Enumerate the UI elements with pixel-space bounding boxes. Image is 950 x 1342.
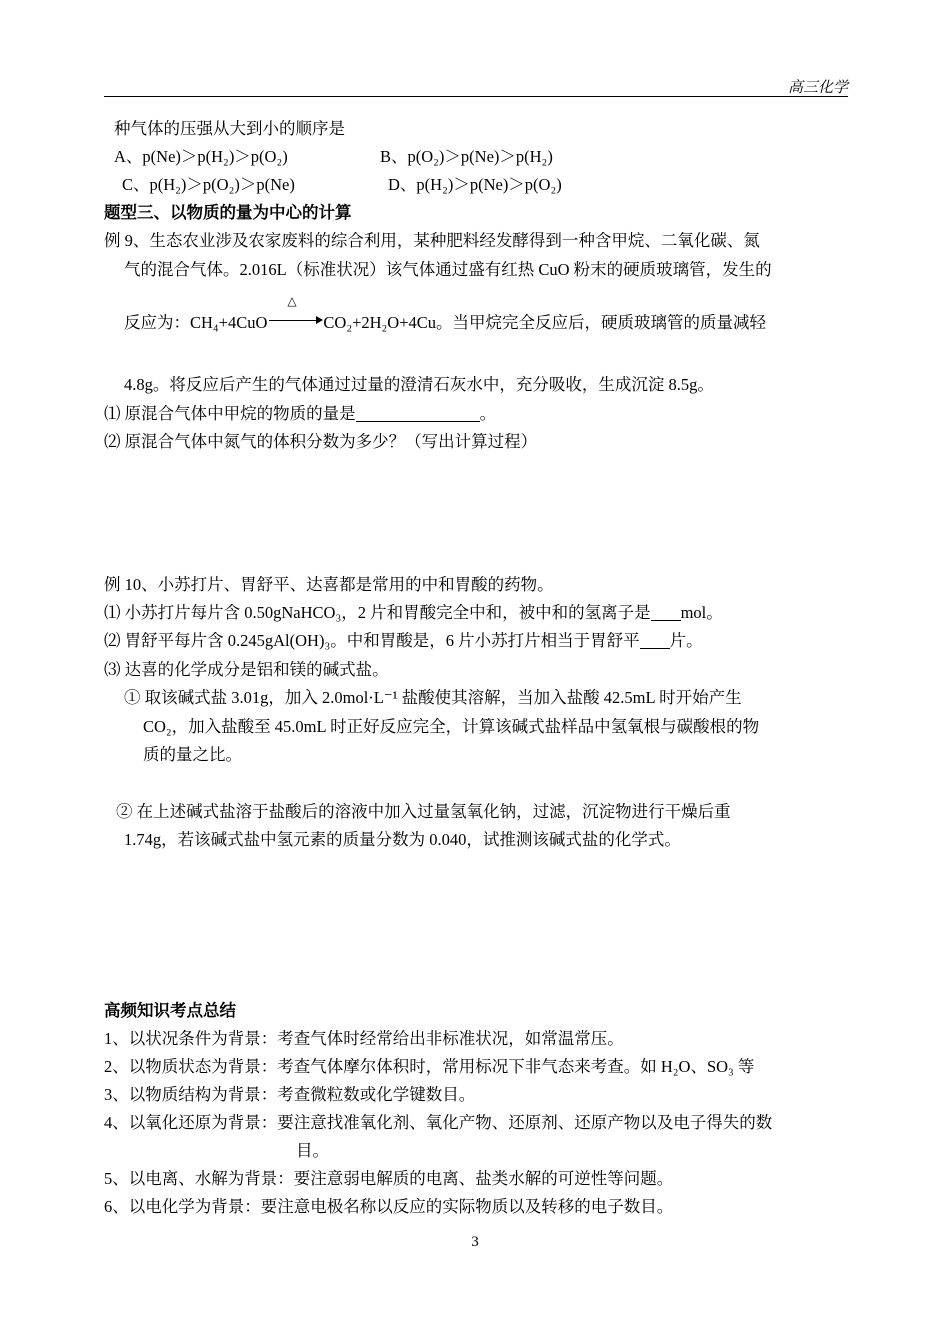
example-10-q1-text: ⑴ 小苏打片每片含 0.50gNaHCO₃，2 片和胃酸完全中和，被中和的氢离子是 [104,603,651,622]
header-title: 高三化学 [787,80,848,96]
arrow-head-icon [316,316,323,324]
question-stem-tail: 种气体的压强从大到小的顺序是 [114,119,345,138]
example-10-q3: ⑶ 达喜的化学成分是铝和镁的碱式盐。 [104,660,389,679]
example-10-title: 例 10、小苏打片、胃舒平、达喜都是常用的中和胃酸的药物。 [104,575,554,594]
answer-blank [651,604,681,621]
example-9-line-2: 气的混合气体。2.016L（标准状况）该气体通过盛有红热 CuO 粉末的硬质玻璃管，发生的 [124,260,772,279]
reaction-reactants: CH₄+4CuO [190,313,268,332]
example-9-line-4: 4.8g。将反应后产生的气体通过过量的澄清石灰水中，充分吸收，生成沉淀 8.5g。 [124,375,714,394]
example-9-line-1: 例 9、生态农业涉及农家废料的综合利用，某种肥料经发酵得到一种含甲烷、二氧化碳、氮 [104,231,760,250]
summary-item-1: 1、以状况条件为背景：考查气体时经常给出非标准状况，如常温常压。 [104,1029,624,1048]
summary-heading: 高频知识考点总结 [104,1001,236,1020]
answer-blank [640,632,670,649]
answer-blank [356,405,480,422]
summary-item-3: 3、以物质结构为背景：考查微粒数或化学键数目。 [104,1085,476,1104]
example-9-q2: ⑵ 原混合气体中氮气的体积分数为多少？（写出计算过程） [104,432,538,451]
option-b [380,146,553,168]
example-10-sub1-line-3: 质的量之比。 [143,745,242,764]
reaction-prefix: 反应为： [124,313,190,332]
example-9-q1-end: 。 [479,404,497,423]
page-number: 3 [471,1234,479,1250]
option-c-text: p(H₂)＞p(O₂)＞p(Ne) [149,175,295,194]
example-9-q1-text: ⑴ 原混合气体中甲烷的物质的量是 [104,404,356,423]
reaction-products: CO₂+2H₂O+4Cu [323,313,437,332]
example-10-q1-unit: mol。 [680,603,723,622]
arrow-shaft [269,320,319,321]
header-rule [104,96,848,97]
section-heading: 题型三、以物质的量为中心的计算 [104,203,352,222]
summary-item-4-line-2: 目。 [296,1141,329,1160]
example-10-q2-unit: 片。 [669,631,703,650]
option-b-text: p(O₂)＞p(Ne)＞p(H₂) [407,147,553,166]
reaction-arrow [267,294,323,328]
example-9-reaction [124,294,767,334]
reaction-suffix: 。当甲烷完全反应后，硬质玻璃管的质量减轻 [436,313,767,332]
option-a-text: p(Ne)＞p(H₂)＞p(O₂) [142,147,288,166]
heat-symbol: △ [287,294,297,308]
option-c [122,174,295,196]
option-d-label: D、 [388,175,417,194]
example-10-q2 [104,630,703,652]
option-d [388,174,562,196]
example-10-sub1-line-1: ① 取该碱式盐 3.01g，加入 2.0mol·L⁻¹ 盐酸使其溶解，当加入盐酸 42.5mL 时开始产生 [124,688,742,707]
summary-item-6: 6、以电化学为背景：要注意电极名称以反应的实际物质以及转移的电子数目。 [104,1197,674,1216]
example-10-q1 [104,602,723,624]
example-10-sub2-line-1: ② 在上述碱式盐溶于盐酸后的溶液中加入过量氢氧化钠，过滤，沉淀物进行干燥后重 [116,802,731,821]
option-a-label: A、 [114,147,143,166]
summary-item-4-line-1: 4、以氧化还原为背景：要注意找准氧化剂、氧化产物、还原剂、还原产物以及电子得失的数 [104,1113,773,1132]
option-b-label: B、 [380,147,408,166]
option-c-label: C、 [122,175,150,194]
option-a [114,146,288,168]
summary-item-5: 5、以电离、水解为背景：要注意弱电解质的电离、盐类水解的可逆性等问题。 [104,1169,674,1188]
example-10-sub1-line-2: CO₂，加入盐酸至 45.0mL 时正好反应完全，计算该碱式盐样品中氢氧根与碳酸根的物 [143,717,760,736]
option-d-text: p(H₂)＞p(Ne)＞p(O₂) [416,175,562,194]
example-10-q2-text: ⑵ 胃舒平每片含 0.245gAl(OH)₃。中和胃酸是，6 片小苏打片相当于胃舒平 [104,631,640,650]
summary-item-2: 2、以物质状态为背景：考查气体摩尔体积时，常用标况下非气态来考查。如 H₂O、SO₃ 等 [104,1057,755,1076]
example-10-sub2-line-2: 1.74g，若该碱式盐中氢元素的质量分数为 0.040，试推测该碱式盐的化学式。 [124,830,681,849]
example-9-q1 [104,403,496,425]
